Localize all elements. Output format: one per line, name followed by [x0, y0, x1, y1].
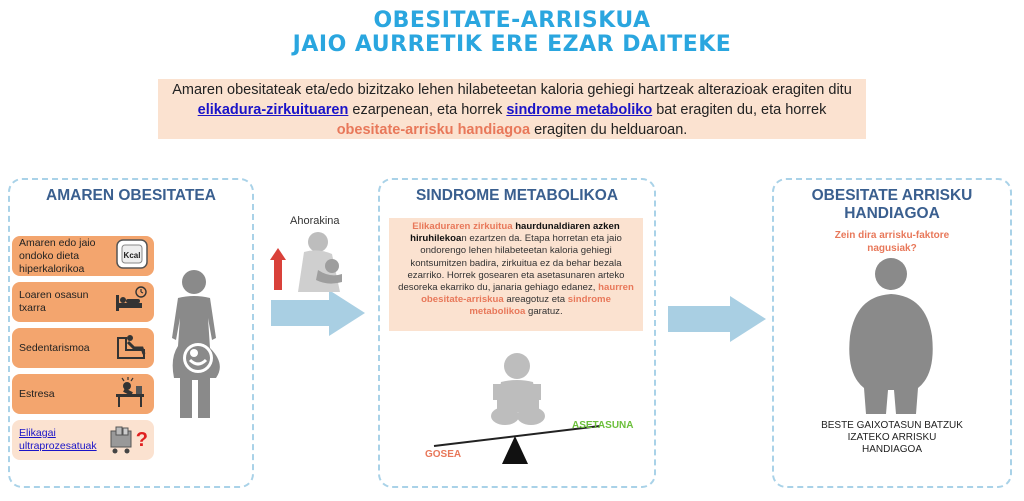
question-line1: Zein dira arrisku-faktore [834, 230, 950, 241]
question-line2: nagusiak? [867, 243, 917, 254]
kcal-text: Kcal [123, 251, 141, 260]
risk-factor-label: Estresa [19, 387, 55, 400]
obese-person-figure [846, 256, 936, 421]
footer-line3: HANDIAGOA [861, 444, 922, 455]
risk-factor-label: Loaren osasun txarra [19, 289, 89, 314]
intro-text-1: Amaren obesitateak eta/edo bizitzako lehen hilabeteetan kaloria gehiegi hartzeak alterazioak eragiten ditu [172, 82, 852, 98]
satiety-label: ASETASUNA [572, 420, 634, 431]
intro-text-3: bat eragiten du, eta horrek [652, 102, 827, 118]
question-mark: ? [135, 428, 148, 451]
risk-factor-stress [12, 374, 154, 414]
bed-clock-icon [114, 285, 148, 319]
main-title-line1: OBESITATE-ARRISKUA [373, 8, 651, 33]
footer-line1: BESTE GAIXOTASUN BATZUK [821, 420, 963, 431]
panel3-title-line2: HANDIAGOA [844, 205, 940, 222]
risk-factor-label: Sedentarismoa [19, 341, 90, 354]
link-sindrome-metaboliko[interactable]: sindrome metaboliko [506, 102, 653, 118]
metabolic-text-box [389, 218, 643, 331]
panel3-title-line1: OBESITATE ARRISKU [811, 187, 973, 204]
ms-text-3: n ezartzen da. Etapa horretan eta jaio ondorengo lehen hilabeteetan kaloria gehiegi kontsumitzen badira, zirkuitua ez da behar bezala ezarriko. Horrek gosearen eta asetasunaren arteko desoreka ekarriko du, janaria gehiago edanez, [398, 233, 625, 294]
risk-factor-ultraprocessed [12, 420, 154, 460]
ms-text-2: haurdunaldiaren azken hiruhilekoa [410, 221, 620, 245]
hunger-label: GOSEA [425, 449, 462, 460]
kcal-scale-icon [116, 239, 148, 273]
ms-text-6: sindrome metabolikoa [469, 294, 611, 318]
link-ultraprocessed-food[interactable]: Elikagai ultraprozesatuak [19, 427, 97, 452]
main-title-line2: JAIO AURRETIK ERE EZAR DAITEKE [292, 32, 732, 57]
flow-arrow-2 [668, 296, 768, 347]
risk-factor-label: Amaren edo jaio ondoko dieta hiperkalorikoa [19, 236, 96, 275]
cart-question-icon [108, 425, 148, 455]
ms-text-7: garatuz. [525, 306, 563, 318]
intro-box [158, 79, 866, 139]
risk-factor-sleep [12, 282, 154, 322]
risk-factor-diet [12, 236, 154, 276]
intro-text-4: eragiten du helduaroan. [530, 122, 688, 138]
panel3-title [772, 187, 1012, 223]
ms-text-5: areagotuz eta [503, 294, 568, 306]
pregnant-woman-figure [154, 268, 236, 425]
panel2-title: SINDROME METABOLIKOA [415, 187, 619, 204]
link-elikadura-zirkuitua[interactable]: elikadura-zirkuituaren [197, 102, 349, 118]
footer-line2: IZATEKO ARRISKU [847, 432, 937, 443]
breastfeeding-label: Ahorakina [290, 215, 340, 227]
ms-text-4: haurren obesitate-arriskua [421, 282, 634, 306]
risk-question [772, 229, 1012, 255]
armchair-person-icon [114, 330, 148, 366]
intro-text-2: ezarpenean, eta horrek [348, 102, 507, 118]
footer-risk-text [772, 420, 1012, 456]
risk-factor-sedentary [12, 328, 154, 368]
ms-text-1: Elikaduraren zirkuitua [412, 221, 513, 232]
stressed-desk-icon [114, 376, 148, 412]
intro-highlight: obesitate-arrisku handiagoa [336, 122, 531, 138]
breastfeeding-figure [270, 230, 354, 299]
panel1-title: AMAREN OBESITATEA [46, 187, 216, 204]
